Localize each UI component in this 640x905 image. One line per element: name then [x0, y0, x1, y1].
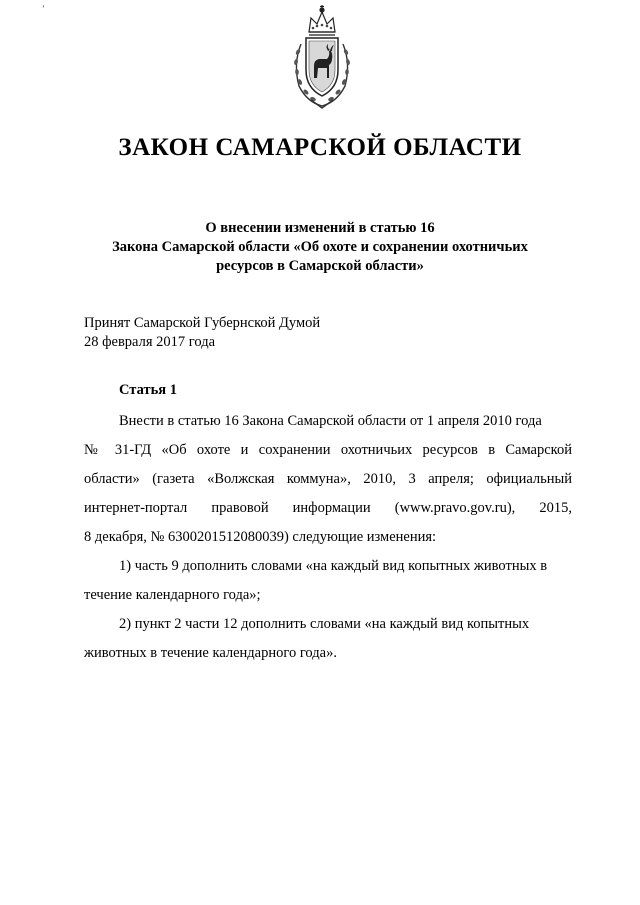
adoption-date: 28 февраля 2017 года	[84, 334, 216, 350]
article-line: области» (газета «Волжская коммуна», 2010, 3 апреля; официальный	[84, 471, 572, 487]
adoption-body: Принят Самарской Губернской Думой	[84, 315, 321, 331]
article-body	[84, 407, 572, 668]
amendment-item: 1) часть 9 дополнить словами «на каждый вид копытных животных в	[119, 558, 548, 574]
amendment-item-continued: течение календарного года»;	[84, 587, 261, 603]
law-title: ЗАКОН САМАРСКОЙ ОБЛАСТИ	[118, 134, 522, 161]
subtitle-line: О внесении изменений в статью 16	[205, 220, 435, 236]
amendment-item-continued: животных в течение календарного года».	[84, 645, 337, 661]
subtitle-line: ресурсов в Самарской области»	[216, 258, 424, 274]
article-line: интернет-портал правовой информации (www.pravo.gov.ru), 2015,	[84, 500, 572, 516]
article-title: Статья 1	[119, 382, 177, 398]
article-line: Внести в статью 16 Закона Самарской области от 1 апреля 2010 года	[119, 413, 542, 429]
article-line: № 31-ГД «Об охоте и сохранении охотничьих ресурсов в Самарской	[84, 442, 572, 458]
subtitle-line: Закона Самарской области «Об охоте и сохранении охотничьих	[112, 239, 528, 255]
article-line: 8 декабря, № 6300201512080039) следующие изменения:	[84, 529, 437, 545]
amendment-item: 2) пункт 2 части 12 дополнить словами «на каждый вид копытных	[119, 616, 530, 632]
scan-mark: ʼ	[42, 4, 45, 13]
adoption-info	[84, 314, 320, 352]
coat-of-arms-icon	[287, 4, 357, 112]
law-subtitle	[60, 219, 580, 276]
